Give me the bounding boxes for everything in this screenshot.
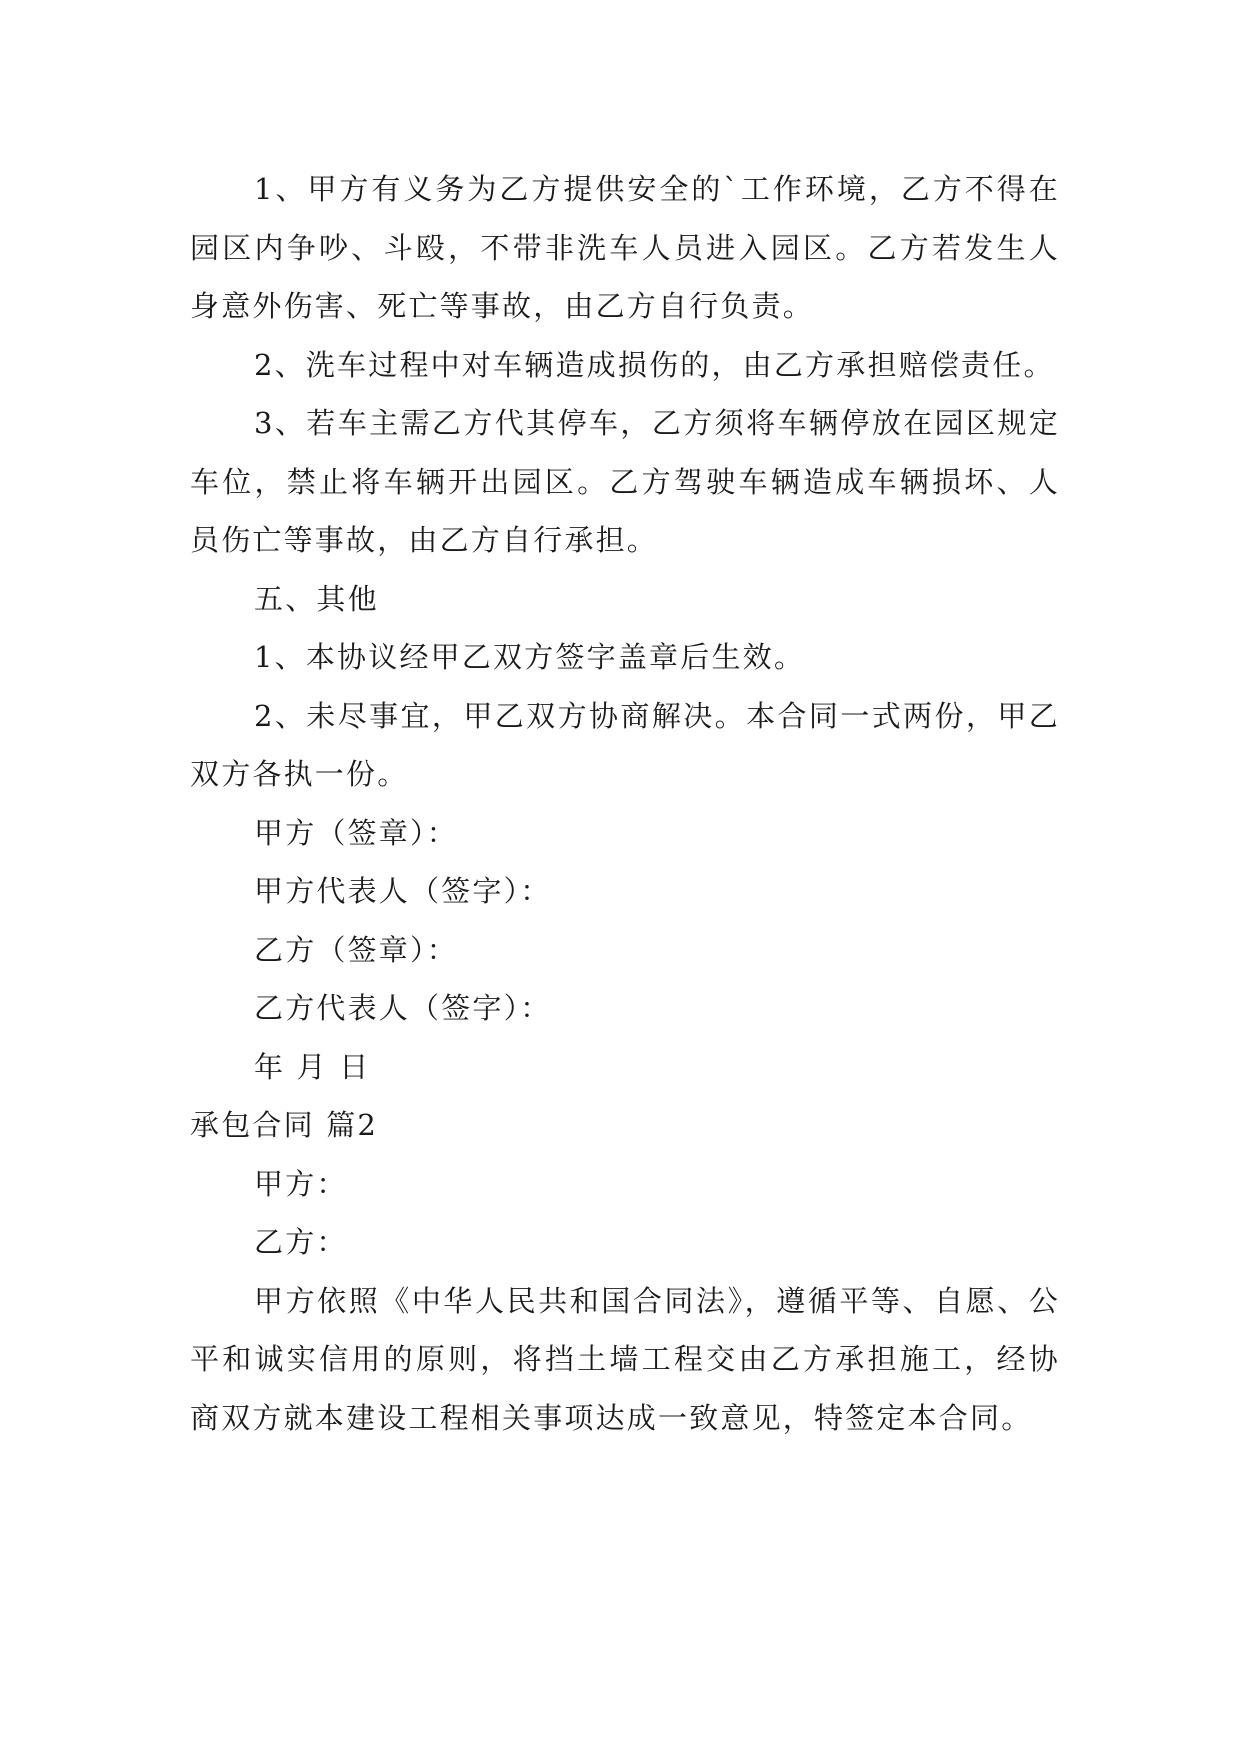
clause-safety-environment: 1、甲方有义务为乙方提供安全的`工作环境，乙方不得在园区内争吵、斗殴，不带非洗车人员进入园区。乙方若发生人身意外伤害、死亡等事故，由乙方自行负责。: [190, 172, 1060, 323]
date-line: 年 月 日: [254, 1049, 371, 1084]
clause-unresolved-matters: 2、未尽事宜，甲乙双方协商解决。本合同一式两份，甲乙双方各执一份。: [190, 698, 1060, 791]
contract-preamble: 甲方依照《中华人民共和国合同法》，遵循平等、自愿、公平和诚实信用的原则，将挡土墙工程交由乙方承担施工，经协商双方就本建设工程相关事项达成一致意见，特签定本合同。: [190, 1283, 1060, 1435]
party-b-seal-line: 乙方（签章）：: [254, 932, 458, 967]
clause-vehicle-damage: 2、洗车过程中对车辆造成损伤的，由乙方承担赔偿责任。: [254, 347, 1055, 382]
section-title-contract-2: 承包合同 篇2: [190, 1108, 379, 1142]
party-a-label: 甲方：: [254, 1166, 348, 1201]
party-b-label: 乙方：: [254, 1225, 348, 1259]
clause-effective: 1、本协议经甲乙双方签字盖章后生效。: [254, 640, 806, 674]
party-a-seal-line: 甲方（签章）：: [254, 815, 458, 850]
document-body: [190, 160, 1060, 1447]
party-b-representative-line: 乙方代表人（签字）：: [254, 991, 552, 1025]
party-a-representative-line: 甲方代表人（签字）：: [254, 874, 552, 908]
section-heading-other: 五、其他: [254, 581, 379, 616]
clause-parking: 3、若车主需乙方代其停车，乙方须将车辆停放在园区规定车位，禁止将车辆开出园区。乙方驾驶车辆造成车辆损坏、人员伤亡等事故，由乙方自行承担。: [190, 406, 1060, 557]
